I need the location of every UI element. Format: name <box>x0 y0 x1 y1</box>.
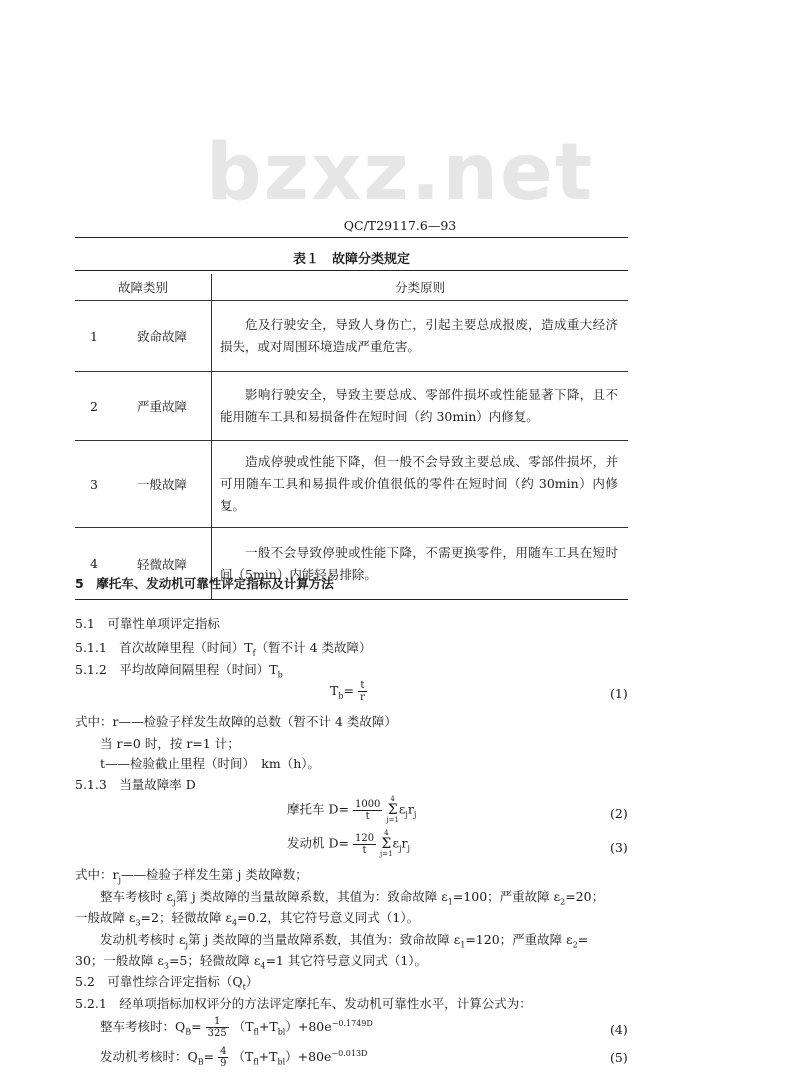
vehicle-coefficient-line-2 <box>75 908 419 928</box>
row-number: 1 <box>75 301 113 372</box>
row-fault-name: 轻微故障 <box>113 528 212 600</box>
eq-term: +T <box>258 1049 278 1064</box>
top-rule <box>75 237 628 238</box>
subscript: j <box>172 897 176 907</box>
text: ——检验子样发生第 j 类故障数； <box>120 867 308 882</box>
denominator: r <box>359 692 365 703</box>
eq-lhs: 摩托车 D= <box>287 801 349 817</box>
fraction <box>353 799 382 822</box>
numerator: 4 <box>220 1046 227 1057</box>
row-fault-name: 严重故障 <box>113 372 212 441</box>
row-number: 3 <box>75 441 113 528</box>
header-principle: 分类原则 <box>212 274 629 301</box>
eq-term: ε <box>398 801 406 817</box>
sum-lower: j=1 <box>386 816 399 824</box>
subscript: j <box>413 810 417 819</box>
watermark: bzxz.net <box>205 128 595 218</box>
equation-2 <box>287 796 416 824</box>
text: =1 其它符号意义同式（1）。 <box>265 953 428 968</box>
equation-number-2: (2) <box>610 806 628 821</box>
subscript: f <box>252 648 256 658</box>
numerator: 1 <box>206 1016 229 1028</box>
subscript: j <box>407 844 410 853</box>
equation-5 <box>100 1046 367 1069</box>
subscript: fl <box>253 1027 259 1037</box>
fraction <box>358 680 367 703</box>
denominator: t <box>362 844 367 856</box>
sum-upper: 4 <box>384 829 389 837</box>
section-5-1-3: 5.1.3 当量故障率 D <box>75 777 196 792</box>
subscript: b <box>338 691 344 701</box>
fraction <box>206 1016 229 1039</box>
text: = <box>577 932 589 947</box>
where-r: 式中：r——检验子样发生故障的总数（暂不计 4 类故障） <box>75 714 397 729</box>
table-row <box>75 301 628 372</box>
fault-classification-table <box>75 274 628 600</box>
eq-term: r <box>401 835 408 851</box>
sum-upper: 4 <box>390 795 395 803</box>
equation-number-4: (4) <box>610 1022 628 1037</box>
text: =20； <box>565 889 605 904</box>
text: 第 j 类故障的当量故障系数，其值为：致命故障 ε <box>175 889 448 904</box>
text: =120；严重故障 ε <box>465 932 573 947</box>
vehicle-coefficient-line-1 <box>100 887 604 907</box>
row-number: 2 <box>75 372 113 441</box>
text: 式中：r <box>75 867 119 882</box>
eq-sign: = <box>343 683 354 698</box>
numerator: t <box>358 680 367 692</box>
numerator: 1000 <box>354 798 381 810</box>
section-5-2-1: 5.2.1 经单项指标加权评分的方法评定摩托车、发动机可靠性水平，计算公式为： <box>75 996 532 1011</box>
section-5-1: 5.1 可靠性单项评定指标 <box>75 616 220 631</box>
equation-1 <box>330 680 367 703</box>
engine-coefficient-line-1 <box>100 930 588 950</box>
row-description: 危及行驶安全，导致人身伤亡，引起主要总成报废，造成重大经济损失，或对周围环境造成严重危害。 <box>212 301 629 372</box>
text: 5.1.1 首次故障里程（时间）T <box>75 640 253 655</box>
eq-lhs: T <box>330 683 339 698</box>
eq-term: ε <box>392 835 400 851</box>
header-category: 故障类别 <box>75 274 212 301</box>
subscript: 1 <box>460 940 466 950</box>
eq-sign: = <box>203 1049 215 1064</box>
section-5-1-1 <box>75 638 372 658</box>
text: 一般故障 ε <box>75 910 136 925</box>
row-fault-name: 致命故障 <box>113 301 212 372</box>
table-top-rule <box>75 270 628 271</box>
fraction <box>353 833 376 856</box>
eq-term: +T <box>258 1019 278 1034</box>
eq-term: r <box>407 801 414 817</box>
equation-number-3: (3) <box>610 840 628 855</box>
where-r-zero: 当 r=0 时，按 r=1 计； <box>100 736 240 751</box>
engine-coefficient-line-2 <box>75 951 427 971</box>
equation-4 <box>100 1016 373 1039</box>
text: （暂不计 4 类故障） <box>255 640 372 655</box>
subscript: t <box>242 982 246 992</box>
sum-lower: j=1 <box>380 850 393 858</box>
subscript: bl <box>277 1057 286 1067</box>
equation-number-5: (5) <box>610 1050 628 1065</box>
subscript: 2 <box>572 940 578 950</box>
eq-term: ）+80e <box>285 1019 332 1034</box>
text: 5.2 可靠性综合评定指标（Q <box>75 974 243 989</box>
sigma-icon: Σ <box>381 836 392 852</box>
exponent: −0.1749D <box>331 1018 373 1028</box>
text: =100；严重故障 ε <box>452 889 561 904</box>
text: =2；轻微故障 ε <box>140 910 232 925</box>
eq-lhs: 整车考核时：Q <box>100 1019 186 1034</box>
row-description: 影响行驶安全，导致主要总成、零部件损坏或性能显著下降，且不能用随车工具和易损备件在短时间（约 30min）内修复。 <box>212 372 629 441</box>
fraction <box>218 1046 228 1069</box>
text: 第 j 类故障的当量故障系数，其值为：致命故障 ε <box>187 932 461 947</box>
exponent: −0.013D <box>331 1048 368 1058</box>
summation <box>380 830 393 858</box>
row-description: 造成停驶或性能下降，但一般不会导致主要总成、零部件损坏，并可用随车工具和易损件或价值很低的零件在短时间（约 30min）内修复。 <box>212 441 629 528</box>
subscript: j <box>399 844 402 853</box>
equation-3 <box>287 830 410 858</box>
text: =5；轻微故障 ε <box>168 953 261 968</box>
text: 整车考核时 ε <box>100 889 173 904</box>
eq-lhs: 发动机 D= <box>287 835 349 851</box>
subscript: 2 <box>560 897 566 907</box>
subscript: 3 <box>135 918 141 928</box>
subscript: 4 <box>231 918 238 928</box>
standard-code: QC/T29117.6—93 <box>343 218 457 233</box>
row-description: 一般不会导致停驶或性能下降，不需更换零件，用随车工具在短时间（5min）内能轻易排除。 <box>212 528 629 600</box>
eq-sign: = <box>191 1019 202 1034</box>
eq-term: （T <box>232 1049 254 1064</box>
table-title: 表１ 故障分类规定 <box>292 252 410 267</box>
eq-term: （T <box>232 1019 254 1034</box>
table-header-row <box>75 274 628 301</box>
subscript: b <box>277 670 283 680</box>
numerator: 120 <box>354 832 375 844</box>
subscript: fl <box>253 1057 259 1067</box>
text: 发动机考核时 ε <box>100 932 186 947</box>
section-5-1-2 <box>75 660 283 680</box>
text: =0.2，其它符号意义同式（1）。 <box>237 910 420 925</box>
eq-lhs: 发动机考核时：Q <box>100 1049 198 1064</box>
denominator: t <box>365 810 370 822</box>
text: 5.1.2 平均故障间隔里程（时间）T <box>75 662 278 677</box>
section-5-2 <box>75 972 258 992</box>
subscript: B <box>197 1057 204 1067</box>
subscript: j <box>185 940 188 950</box>
subscript: bl <box>277 1027 286 1037</box>
row-fault-name: 一般故障 <box>113 441 212 528</box>
subscript: j <box>405 810 408 819</box>
subscript: B <box>185 1027 192 1037</box>
subscript: 3 <box>163 961 169 971</box>
section-5-heading: 5 摩托车、发动机可靠性评定指标及计算方法 <box>75 576 334 591</box>
subscript: 1 <box>447 897 453 907</box>
subscript: j <box>118 875 121 885</box>
denominator: 9 <box>220 1058 227 1069</box>
equation-number-1: (1) <box>610 686 628 701</box>
table-row <box>75 441 628 528</box>
sigma-icon: Σ <box>387 802 398 818</box>
row-number: 4 <box>75 528 113 600</box>
where-t: t——检验截止里程（时间） km（h）。 <box>100 756 321 771</box>
denominator: 325 <box>207 1028 227 1039</box>
where-rj <box>75 865 308 885</box>
text: 30；一般故障 ε <box>75 953 164 968</box>
text: ） <box>245 974 259 989</box>
subscript: 4 <box>260 961 266 971</box>
summation <box>386 796 399 824</box>
eq-term: ）+80e <box>285 1049 332 1064</box>
table-row <box>75 372 628 441</box>
